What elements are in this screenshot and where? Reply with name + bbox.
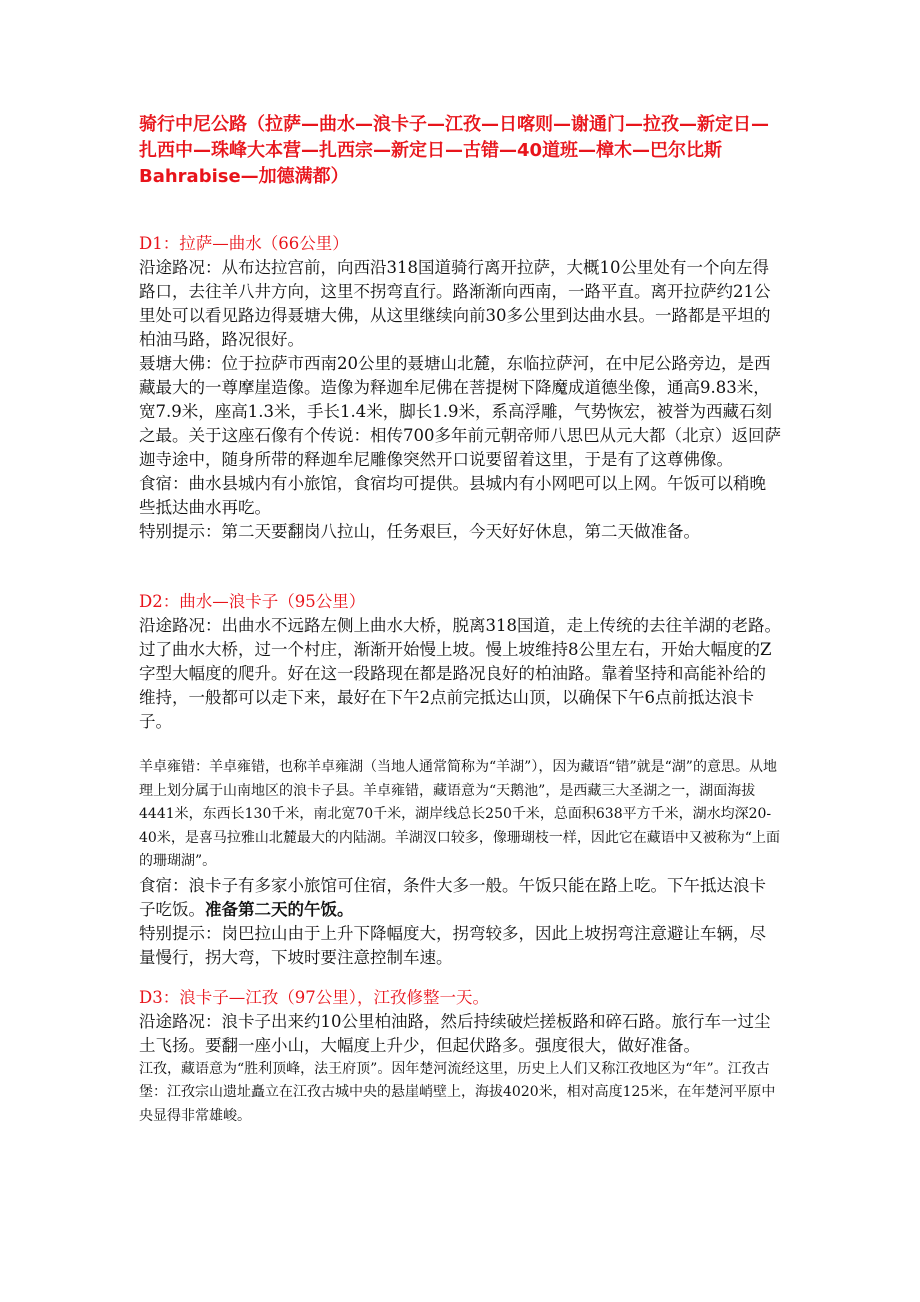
day2-lodging-text: 食宿：浪卡子有多家小旅馆可住宿，条件大多一般。午饭只能在路上吃。下午抵达浪卡子吃饭。 [139, 875, 766, 919]
day2-tip: 特别提示：岗巴拉山由于上升下降幅度大，拐弯较多，因此上坡拐弯注意避让车辆，尽量慢行，拐大弯，下坡时要注意控制车速。 [139, 923, 766, 967]
day2-lodging-bold: 准备第二天的午饭。 [205, 899, 354, 919]
day2-route: 沿途路况：出曲水不远路左侧上曲水大桥，脱离318国道，走上传统的去往羊湖的老路。过了曲水大桥，过一个村庄，渐渐开始慢上坡。慢上坡维持8公里左右，开始大幅度的Z字型大幅度的爬升。好在这一段路现在都是路况良好的柏油路。靠着坚持和高能补给的维持，一般都可以走下来，最好在下午2点前完抵达山顶，以确保下午6点前抵达浪卡子。 [139, 616, 781, 731]
day1-tip: 特别提示：第二天要翻岗八拉山，任务艰巨，今天好好休息，第二天做准备。 [139, 522, 700, 541]
day2-lodging [139, 874, 781, 922]
day1-section [139, 232, 781, 544]
spacer [139, 734, 781, 756]
day2-heading: D2：曲水—浪卡子（95公里） [139, 592, 366, 611]
spacer [139, 970, 781, 986]
day2-section [139, 590, 781, 970]
spacer [139, 544, 781, 590]
day3-gyantse: 江孜，藏语意为“胜利顶峰，法王府顶”。因年楚河流经这里，历史上人们又称江孜地区为“年”。江孜古堡：江孜宗山遗址矗立在江孜古城中央的悬崖峭壁上，海拔4020米，相对高度125米，在年楚河平原中央显得非常雄峻。 [139, 1060, 776, 1124]
day1-buddha: 聂塘大佛：位于拉萨市西南20公里的聂塘山北麓，东临拉萨河，在中尼公路旁边，是西藏最大的一尊摩崖造像。造像为释迦牟尼佛在菩提树下降魔成道德坐像，通高9.83米，宽7.9米，座高1.3米，手长1.4米，脚长1.9米，系高浮雕，气势恢宏，被誉为西藏石刻之最。关于这座石像有个传说：相传700多年前元朝帝师八思巴从元大都（北京）返回萨迦寺途中，随身所带的释迦牟尼雕像突然开口说要留着这里，于是有了这尊佛像。 [139, 354, 781, 469]
day1-lodging: 食宿：曲水县城内有小旅馆，食宿均可提供。县城内有小网吧可以上网。午饭可以稍晚些抵达曲水再吃。 [139, 474, 766, 517]
day3-route: 沿途路况：浪卡子出来约10公里柏油路，然后持续破烂搓板路和碎石路。旅行车一过尘土飞扬。要翻一座小山，大幅度上升少，但起伏路多。强度很大，做好准备。 [139, 1011, 771, 1055]
day2-lake: 羊卓雍错：羊卓雍错，也称羊卓雍湖（当地人通常简称为“羊湖”），因为藏语“错”就是“湖”的意思。从地理上划分属于山南地区的浪卡子县。羊卓雍错，藏语意为“天鹅池”，是西藏三大圣湖之一，湖面海拔4441米，东西长130千米，南北宽70千米，湖岸线总长250千米，总面积638平方千米，湖水均深20-40米，是喜马拉雅山北麓最大的内陆湖。羊湖汊口较多，像珊瑚枝一样，因此它在藏语中又被称为“上面的珊瑚湖”。 [139, 759, 780, 869]
day1-route: 沿途路况：从布达拉宫前，向西沿318国道骑行离开拉萨，大概10公里处有一个向左得路口，去往羊八井方向，这里不拐弯直行。路渐渐向西南，一路平直。离开拉萨约21公里处可以看见路边得聂塘大佛，从这里继续向前30多公里到达曲水县。一路都是平坦的柏油马路，路况很好。 [139, 258, 771, 349]
document-page [139, 112, 781, 1128]
day3-section [139, 986, 781, 1129]
document-title: 骑行中尼公路（拉萨—曲水—浪卡子—江孜—日喀则—谢通门—拉孜—新定日—扎西中—珠峰大本营—扎西宗—新定日—古错—40道班—樟木—巴尔比斯Bahrabise—加德满都） [139, 114, 769, 187]
day3-heading: D3：浪卡子—江孜（97公里），江孜修整一天。 [139, 987, 489, 1007]
day1-heading: D1：拉萨—曲水（66公里） [139, 234, 349, 253]
